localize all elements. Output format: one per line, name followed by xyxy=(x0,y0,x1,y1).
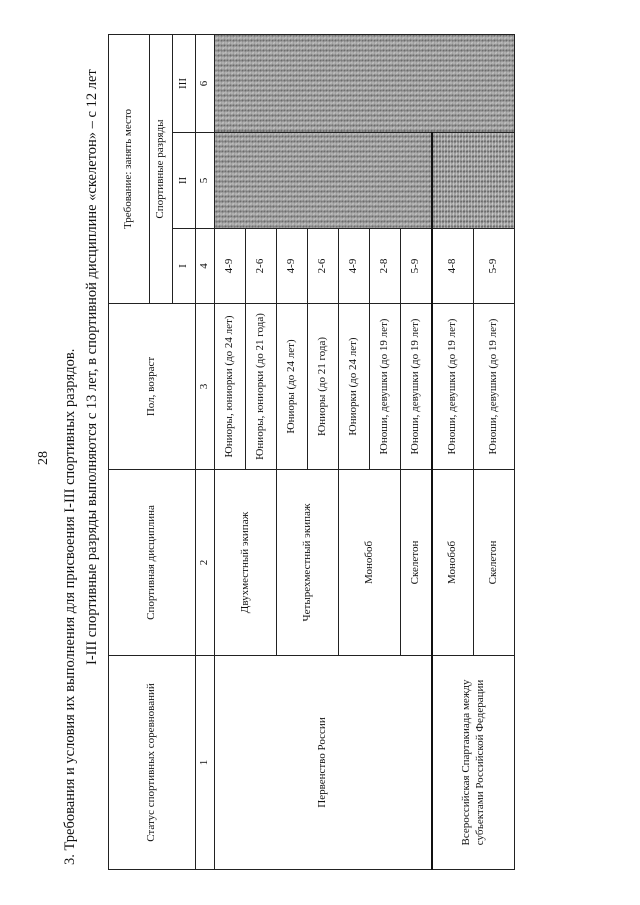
discipline-skeleton-2: Скелетон xyxy=(474,470,515,656)
discipline-double-crew: Двухместный экипаж xyxy=(215,470,277,656)
gender-age-cell: Юниоры, юниорки (до 21 года) xyxy=(246,304,277,470)
gender-age-cell: Юниоры, юниорки (до 24 лет) xyxy=(215,304,246,470)
gender-age-cell: Юноши, девушки (до 19 лет) xyxy=(432,304,474,470)
discipline-skeleton: Скелетон xyxy=(401,470,433,656)
column-number: 2 xyxy=(196,470,215,656)
rank-ii-shaded xyxy=(215,133,433,229)
discipline-monobob-2: Монобоб xyxy=(432,470,474,656)
requirements-table xyxy=(108,34,515,870)
discipline-four-crew: Четырехместный экипаж xyxy=(277,470,339,656)
status-championship: Первенство России xyxy=(215,656,433,870)
gender-age-cell: Юноши, девушки (до 19 лет) xyxy=(474,304,515,470)
gender-age-cell: Юниоры (до 24 лет) xyxy=(277,304,308,470)
page-number: 28 xyxy=(36,451,51,465)
header-rank-ii: II xyxy=(173,133,196,229)
rank-i-cell: 5-9 xyxy=(474,229,515,304)
header-status: Статус спортивных соревнований xyxy=(109,656,196,870)
column-number: 5 xyxy=(196,133,215,229)
header-rank-iii: III xyxy=(173,34,196,132)
gender-age-cell: Юниорки (до 24 лет) xyxy=(339,304,370,470)
column-number: 6 xyxy=(196,34,215,132)
rank-i-cell: 2-6 xyxy=(308,229,339,304)
rank-i-cell: 4-9 xyxy=(339,229,370,304)
header-sport-ranks: Спортивные разряды xyxy=(150,34,173,303)
header-rank-i: I xyxy=(173,229,196,304)
status-spartakiad: Всероссийская Спартакиада между субъектами Российской Федерации xyxy=(432,656,515,870)
rank-i-cell: 4-9 xyxy=(215,229,246,304)
column-number: 1 xyxy=(196,656,215,870)
header-requirement: Требование: занять место xyxy=(109,34,150,303)
table-subheading: I-III спортивные разряды выполняются с 13 лет, в спортивной дисциплине «скелетон» – с 12 лет xyxy=(84,69,100,665)
rank-i-cell: 2-8 xyxy=(370,229,401,304)
column-number: 3 xyxy=(196,304,215,470)
rank-i-cell: 5-9 xyxy=(401,229,433,304)
header-discipline: Спортивная дисциплина xyxy=(109,470,196,656)
rank-ii-shaded xyxy=(432,133,515,229)
header-gender-age: Пол, возраст xyxy=(109,304,196,470)
gender-age-cell: Юноши, девушки (до 19 лет) xyxy=(401,304,433,470)
section-heading: 3. Требования и условия их выполнения для присвоения I-III спортивных разрядов. xyxy=(62,348,78,865)
gender-age-cell: Юниоры (до 21 года) xyxy=(308,304,339,470)
gender-age-cell: Юноши, девушки (до 19 лет) xyxy=(370,304,401,470)
column-number: 4 xyxy=(196,229,215,304)
rank-i-cell: 4-8 xyxy=(432,229,474,304)
rank-iii-shaded xyxy=(215,34,515,132)
rank-i-cell: 2-6 xyxy=(246,229,277,304)
discipline-monobob: Монобоб xyxy=(339,470,401,656)
rank-i-cell: 4-9 xyxy=(277,229,308,304)
